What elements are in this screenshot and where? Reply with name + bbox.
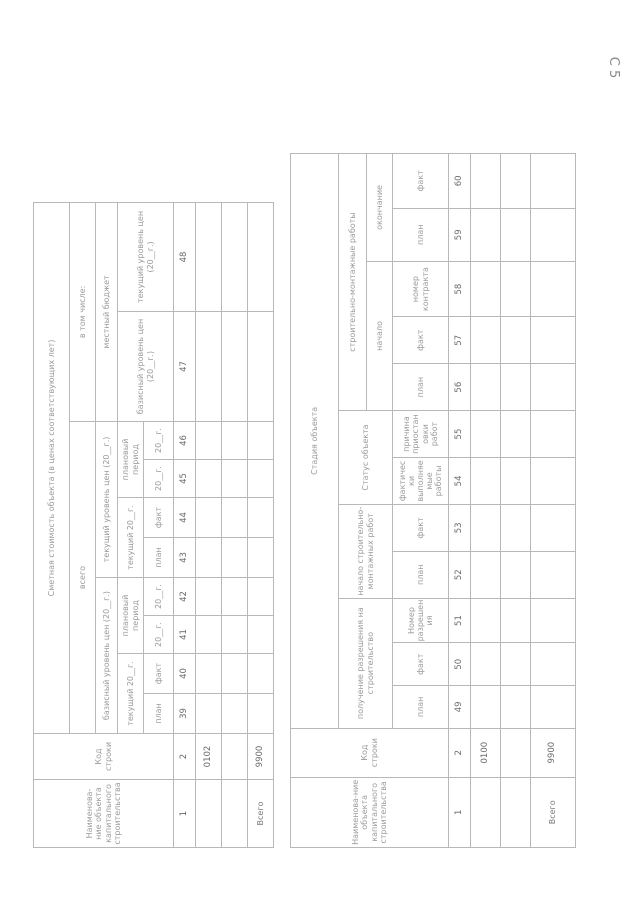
header-object-name: Наименова-ние объекта капитального строительства <box>34 780 174 848</box>
col-num: 46 <box>174 422 196 460</box>
header-smr: строительно-монтажные работы <box>339 154 367 411</box>
cell <box>248 538 274 578</box>
header-year-4: 20__г. <box>144 422 174 460</box>
col-num: 42 <box>174 578 196 616</box>
col-num: 1 <box>449 777 471 847</box>
cell <box>222 498 248 538</box>
cell <box>471 777 501 847</box>
cell <box>501 504 531 551</box>
col-num: 52 <box>449 551 471 598</box>
col-num: 56 <box>449 364 471 411</box>
col-num: 2 <box>174 734 196 780</box>
cell <box>222 312 248 422</box>
cell <box>531 261 576 316</box>
header-current-year: текущий 20__г. <box>118 654 144 734</box>
header-end: окончание <box>367 154 393 262</box>
col-num: 41 <box>174 616 196 654</box>
cell <box>248 422 274 460</box>
cell <box>531 457 576 504</box>
col-num: 43 <box>174 538 196 578</box>
cell <box>471 457 501 504</box>
cell <box>471 208 501 261</box>
total-row <box>248 202 274 847</box>
col-num: 50 <box>449 643 471 686</box>
col-num: 47 <box>174 312 196 422</box>
cell <box>248 312 274 422</box>
cell <box>222 694 248 734</box>
cell <box>531 317 576 364</box>
header-estimated-cost: Сметная стоимость объекта (в ценах соответствующих лет) <box>34 202 70 733</box>
cell <box>196 578 222 616</box>
cell <box>471 261 501 316</box>
header-local-base: базисный уровень цен (20__г.) <box>118 312 174 422</box>
cell <box>501 728 531 777</box>
total-row <box>531 154 576 848</box>
cell <box>248 654 274 694</box>
table-row <box>222 202 248 847</box>
cell <box>222 654 248 694</box>
cell <box>222 422 248 460</box>
col-num: 58 <box>449 261 471 316</box>
cell <box>471 317 501 364</box>
col-num: 39 <box>174 694 196 734</box>
header-year-2: 20__г. <box>144 578 174 616</box>
cell <box>501 551 531 598</box>
header-row-code: Код строки <box>291 728 449 777</box>
cell <box>501 643 531 686</box>
cell <box>501 317 531 364</box>
header-plan-2: план <box>144 538 174 578</box>
col-num: 45 <box>174 460 196 498</box>
cell <box>248 694 274 734</box>
header-current-level: текущий уровень цен (20__г.) <box>96 422 118 578</box>
header-year-3: 20__г. <box>144 460 174 498</box>
cell <box>196 654 222 694</box>
cell <box>471 551 501 598</box>
cell <box>196 694 222 734</box>
total-code: 9900 <box>248 734 274 780</box>
header-status-reason: причина приостановки работ <box>393 411 449 458</box>
cell <box>501 208 531 261</box>
cell <box>471 411 501 458</box>
header-local-current: текущий уровень цен (20__г.) <box>118 202 174 311</box>
cell <box>196 538 222 578</box>
cell <box>222 616 248 654</box>
table-row <box>196 202 222 847</box>
cell <box>196 422 222 460</box>
col-num: 1 <box>174 780 196 848</box>
col-num: 2 <box>449 728 471 777</box>
table-row <box>471 154 501 848</box>
cell <box>471 364 501 411</box>
col-num: 51 <box>449 598 471 643</box>
cell <box>531 364 576 411</box>
stage-table <box>290 153 575 848</box>
cell <box>248 202 274 311</box>
total-label: Всего <box>531 777 576 847</box>
header-including: в том числе: <box>70 202 96 421</box>
cell <box>531 643 576 686</box>
header-plan: план <box>393 686 449 729</box>
col-num: 55 <box>449 411 471 458</box>
cell <box>248 498 274 538</box>
header-start: начало строительно-монтажных работ <box>339 504 393 598</box>
header-stage: Стадия объекта <box>291 154 339 729</box>
total-code: 9900 <box>531 728 576 777</box>
cell <box>531 598 576 643</box>
cell <box>471 598 501 643</box>
cell <box>222 538 248 578</box>
page-number: С 5 <box>605 56 621 79</box>
header-object-name: Наименова-ние объекта капитального строительства <box>291 777 449 847</box>
col-num: 60 <box>449 154 471 209</box>
header-fact: факт <box>393 643 449 686</box>
cell <box>196 616 222 654</box>
cell <box>222 202 248 311</box>
cell <box>501 457 531 504</box>
cell <box>196 312 222 422</box>
header-local-budget: местный бюджет <box>96 202 118 421</box>
header-plan: план <box>144 694 174 734</box>
cell <box>248 616 274 654</box>
header-current-year-2: текущий 20__г. <box>118 498 144 578</box>
cell <box>501 777 531 847</box>
cell <box>222 734 248 780</box>
header-status: Статус объекта <box>339 411 393 505</box>
header-begin: начало <box>367 261 393 410</box>
col-num: 57 <box>449 317 471 364</box>
row-code: 0102 <box>196 734 222 780</box>
cell <box>471 154 501 209</box>
cell <box>531 154 576 209</box>
cell <box>196 780 222 848</box>
cell <box>222 780 248 848</box>
cell <box>501 411 531 458</box>
cell <box>501 598 531 643</box>
header-permit-number: Номер разрешения <box>393 598 449 643</box>
header-permit: получение разрешения на строительство <box>339 598 393 728</box>
header-row-code: Код строки <box>34 734 174 780</box>
header-base-level: базисный уровень цен (20__г.) <box>96 578 118 734</box>
cell <box>248 460 274 498</box>
header-year-1: 20__г. <box>144 616 174 654</box>
cell <box>471 643 501 686</box>
header-status-work: фактически выполняемые работы <box>393 457 449 504</box>
header-fact-4: факт <box>393 154 449 209</box>
header-contract: номер контракта <box>393 261 449 316</box>
cell <box>248 578 274 616</box>
cell <box>501 154 531 209</box>
header-plan-period-2: плановый период <box>118 422 144 498</box>
cell <box>531 686 576 729</box>
cell <box>531 504 576 551</box>
col-num: 44 <box>174 498 196 538</box>
table-row <box>501 154 531 848</box>
header-plan-4: план <box>393 208 449 261</box>
cell <box>196 498 222 538</box>
col-num: 54 <box>449 457 471 504</box>
cell <box>501 261 531 316</box>
header-plan-3: план <box>393 364 449 411</box>
cell <box>531 208 576 261</box>
cell <box>501 686 531 729</box>
col-num: 49 <box>449 686 471 729</box>
cell <box>471 686 501 729</box>
col-num: 53 <box>449 504 471 551</box>
col-num: 40 <box>174 654 196 694</box>
cell <box>501 364 531 411</box>
header-plan-2: план <box>393 551 449 598</box>
cell <box>531 551 576 598</box>
header-fact-3: факт <box>393 317 449 364</box>
cell <box>222 460 248 498</box>
total-label: Всего <box>248 780 274 848</box>
header-fact: факт <box>144 654 174 694</box>
cell <box>196 460 222 498</box>
header-plan-period: плановый период <box>118 578 144 654</box>
header-fact-2: факт <box>144 498 174 538</box>
header-fact-2: факт <box>393 504 449 551</box>
cell <box>471 504 501 551</box>
row-code: 0100 <box>471 728 501 777</box>
cell <box>222 578 248 616</box>
budget-table <box>33 203 273 848</box>
cell <box>531 411 576 458</box>
col-num: 48 <box>174 202 196 311</box>
cell <box>196 202 222 311</box>
col-num: 59 <box>449 208 471 261</box>
header-total: всего <box>70 422 96 734</box>
